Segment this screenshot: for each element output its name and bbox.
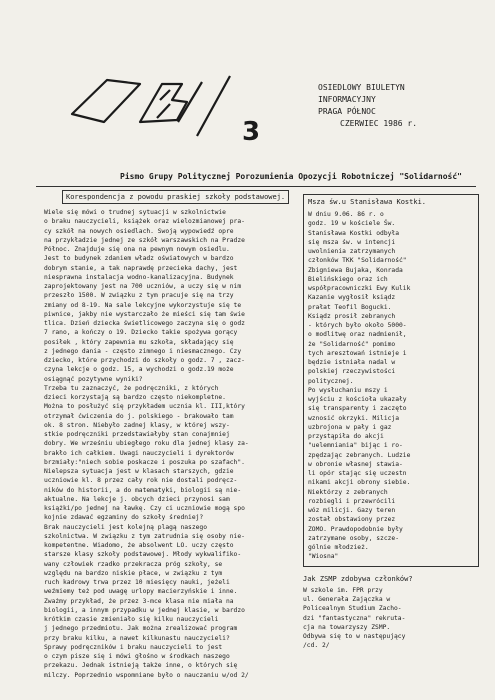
text-line: Zważmy przykład, że przez 3-mce klasa nie miała na — [44, 597, 234, 605]
text-line: ruch kadrowy trwa przez 10 miesięcy nauki, jeżeli — [44, 579, 230, 586]
text-line: Stanisława Kostki odbyła — [308, 229, 399, 237]
text-line: uwolnienia zatrzymanych — [308, 248, 396, 255]
text-line: książki/po jednej na ławkę. Czy ci uczniowie mogą spo — [44, 505, 245, 512]
divider — [36, 186, 476, 187]
article-school — [44, 190, 294, 680]
text-line: się msza św. w intencji — [308, 238, 396, 246]
text-line: kompetentne. Wiadomo, że absolwent LO. uczy często — [44, 542, 234, 549]
text-line: Nielepsza sytuacja jest w klasach starszych, gdzie — [44, 468, 234, 475]
text-line: Zbigniewa Bujaka, Konrada — [308, 266, 403, 274]
box-title: Msza św.u Stanisława Kostki. — [308, 198, 427, 206]
logo-letter-o — [72, 80, 140, 122]
text-line: /cd. 2/ — [303, 642, 330, 650]
text-line: - których było około 5000- — [308, 322, 407, 329]
text-line: Po wysłuchaniu mszy i — [308, 386, 388, 394]
logo-slash — [197, 76, 230, 136]
text-line: niesprawna instalacja wodno-kanalizacyjna. Budynek — [44, 273, 234, 281]
text-line: prałat Teofil Bogucki. — [308, 303, 392, 311]
text-line: zmiany od 8-19. Na sale lekcyjne wykorzystuje się te — [44, 301, 242, 309]
text-line: będzie istniała nadal w — [308, 359, 396, 366]
text-line: członków TKK "Solidarność" — [308, 257, 407, 265]
zsmp-heading: Jak ZSMP zdobywa członków? — [303, 574, 413, 583]
text-line: zaprojektowany jest na 700 uczniów, a uczy się w nim — [44, 283, 242, 290]
text-line: Odbywa się to w następujący — [303, 633, 406, 640]
text-line: wznosić okrzyki. Milicja — [308, 414, 399, 422]
text-line: przystąpiła do akcji — [308, 433, 384, 440]
masthead-line: INFORMACYJNY — [318, 95, 376, 104]
text-line: li opór stając się uczestn — [308, 470, 407, 477]
text-line: przeszło 1500. W związku z tym pracuje się na trzy — [44, 292, 234, 300]
text-line: krótkim czasie zmieniało się kilku nauczycieli — [44, 616, 219, 623]
text-line: szkolnictwa. W związku z tym zatrudnia się osoby nie- — [44, 532, 245, 540]
text-line: piwnice, jakby nie wystarczało że mieści się tam świe — [44, 310, 245, 318]
text-line: współpracowniczki Ewy Kulik — [308, 285, 411, 292]
text-line: Trzeba tu zaznaczyć, że podręczniki, z których — [44, 384, 219, 392]
text-line: nikami akcji obrony siebie. — [308, 479, 411, 487]
text-line: czyna lekcje o godz. 15, a wychodzi o godz.19 może — [44, 366, 234, 374]
text-line: polskiej rzeczywistości — [308, 368, 396, 376]
article-heading: Korespondencja z powodu praskiej szkoły podstawowej. — [62, 190, 289, 204]
logo-letter-b — [140, 84, 187, 122]
zsmp-body — [303, 586, 479, 651]
text-line: się transparenty i zaczęto — [308, 405, 407, 413]
text-line: biologii, a innym przypadku w jednej klasie, w bardzo — [44, 606, 245, 614]
text-line: Kazanie wygłosił ksiądz — [308, 294, 396, 302]
text-line: ników do historii, a do matematyki, biologii są nie- — [44, 486, 242, 494]
text-line: gólnie młodzież. — [308, 544, 369, 551]
text-line: Można to posłużyć się przykładem ucznia kl. III,który — [44, 403, 245, 411]
text-line: z jednego dania - często zimnego i niesmacznego. Czy — [44, 347, 242, 355]
text-line: ul. Generała Zajączka w — [303, 596, 391, 603]
text-line: otrzymał ćwiczenia do j. polskiego - brakowało tam — [44, 412, 234, 420]
box-body — [308, 210, 475, 562]
text-line: kojnie zdawać egzaminy do szkoły średniej? — [44, 514, 204, 522]
text-line: Ksiądz prosił zebranych — [308, 312, 396, 320]
text-line: o modlitwę oraz nadmienił, — [308, 331, 407, 339]
text-line: politycznej. — [308, 377, 354, 385]
masthead-info — [318, 82, 478, 130]
article-body — [44, 208, 294, 680]
text-line: o czym pisze się i mówi głośno w środkach naszego — [44, 653, 230, 660]
text-line: dobry. We wrześniu ubiegłego roku dla jednej klasy za- — [44, 440, 249, 448]
text-line: tlica. Dzień dziecka świetlicowego zaczyna się o godz — [44, 320, 245, 327]
text-line: Niektórzy z zebranych — [308, 488, 388, 496]
text-line: dzi "fantastyczna" rekruta- — [303, 614, 406, 622]
text-line: przy braku kilku, a nawet kilkunastu nauczycieli? — [44, 634, 230, 642]
article-mass-box — [303, 194, 479, 567]
text-line: j jednego przedmiotu. Jak można zrealizować program — [44, 625, 238, 633]
text-line: zatrzymane osoby, szcze- — [308, 534, 399, 542]
text-line: względu na bardzo niskie płace, w związku z tym — [44, 569, 223, 577]
text-line: wany człowiek rzadko przekracza próg szkoły, se — [44, 560, 223, 568]
text-line: został obstawiony przez — [308, 516, 396, 524]
text-line: o braku nauczycieli, książek oraz wielozmianowej pra- — [44, 218, 245, 226]
text-line: wyjściu z kościoła ukazały — [308, 396, 407, 403]
text-line: ZOMO. Prawdopodobnie były — [308, 525, 403, 533]
text-line: osiągnąć pozytywne wyniki? — [44, 375, 143, 383]
text-line: zpędzając zebranych. Ludzie — [308, 451, 411, 459]
text-line: "uelemniania" bijąc i ro- — [308, 442, 403, 450]
text-line: wóz milicji. Gazy teren — [308, 507, 396, 514]
text-line: dobrym stanie, a tak naprawdę przecieka dachy, jest — [44, 264, 238, 272]
text-line: przekazu. Jednak istnieją także inne, o których się — [44, 662, 238, 670]
issue-number: 3 — [242, 117, 261, 147]
text-line: Jest to budynek zdaniem władz oświatowych w bardzo — [44, 255, 234, 263]
masthead-line: OSIEDLOWY BIULETYN — [318, 83, 405, 92]
text-line: starsze klasy szkoły podstawowej. Młody wykwalifiko- — [44, 551, 242, 559]
text-line: tych aresztowań istnieje i — [308, 349, 407, 357]
text-line: cja na towarzyszy ZSMP. — [303, 623, 391, 631]
text-line: Policealnym Studium Zacho- — [303, 605, 402, 613]
text-line: stkie podręczniki przedstawiałyby stan conajmniej — [44, 431, 230, 438]
text-line: dzieci korzystają są bardzo często niekompletne. — [44, 394, 226, 401]
text-line: milczy. Poprzednio wspomniane było o nauczaniu w/od 2/ — [44, 671, 249, 679]
text-line: godz. 19 w kościele Św. — [308, 220, 396, 228]
text-line: posiłek , który zapewnia mu szkoła, składający się — [44, 338, 234, 346]
text-line: uczniowie kl. 8 przez cały rok nie dostali podręcz- — [44, 477, 238, 485]
text-line: cy szkół na nowych osiedlach. Swoją wypowiedź opre — [44, 227, 234, 235]
obi-logo — [52, 62, 282, 182]
text-line: W dniu 9.06. 86 r. o — [308, 211, 384, 218]
text-line: Bielińskiego oraz ich — [308, 275, 388, 283]
text-line: "Wiosna" — [308, 553, 339, 561]
text-line: W szkole im. FPR przy — [303, 586, 383, 594]
text-line: Wiele się mówi o trudnej sytuacji w szkolnictwie — [44, 209, 226, 216]
publication-subtitle: Pismo Grupy Politycznej Porozumienia Opozycji Robotniczej "Solidarność" — [120, 172, 462, 181]
text-line: Brak nauczycieli jest kolejną plagą naszego — [44, 523, 208, 531]
masthead-line: CZERWIEC 1986 r. — [340, 119, 418, 128]
text-line: Północ. Znajduje się ona na pewnym nowym osiedlu. — [44, 246, 230, 253]
text-line: Sprawy podręczników i braku nauczycieli to jest — [44, 643, 223, 651]
text-line: na przykładzie jednej ze szkół warszawskich na Pradze — [44, 236, 245, 244]
text-line: brzmiały:"niech sobie poskacze i poszuka po szafach". — [44, 458, 245, 466]
text-line: aktualne. Na lekcje j. obcych dzieci przynosi sam — [44, 495, 230, 503]
text-line: że "Solidarność" pomimo — [308, 340, 396, 348]
text-line: w obronie własnej stawia- — [308, 460, 403, 468]
text-line: rozbiegli i przewrócili — [308, 497, 396, 505]
text-line: weźmiemy też pod uwagę urlopy macierzyńskie i inne. — [44, 588, 238, 596]
text-line: brakło ich całkiem. Uwagi nauczycieli i dyrektorów — [44, 449, 234, 457]
text-line: 7 rano, a kończy o 19. Dziecko takie spożywa gorący — [44, 329, 238, 337]
sidebar-column — [303, 194, 479, 651]
masthead-line: PRAGA PÓŁNOC — [318, 107, 376, 116]
text-line: dziecko, które przychodzi do szkoły o godz. 7 , zacz- — [44, 357, 245, 364]
text-line: ok. 8 stron. Niebyło zadnej klasy, w której wszy- — [44, 421, 230, 429]
text-line: uzbrojona w pały i gaz — [308, 423, 392, 431]
